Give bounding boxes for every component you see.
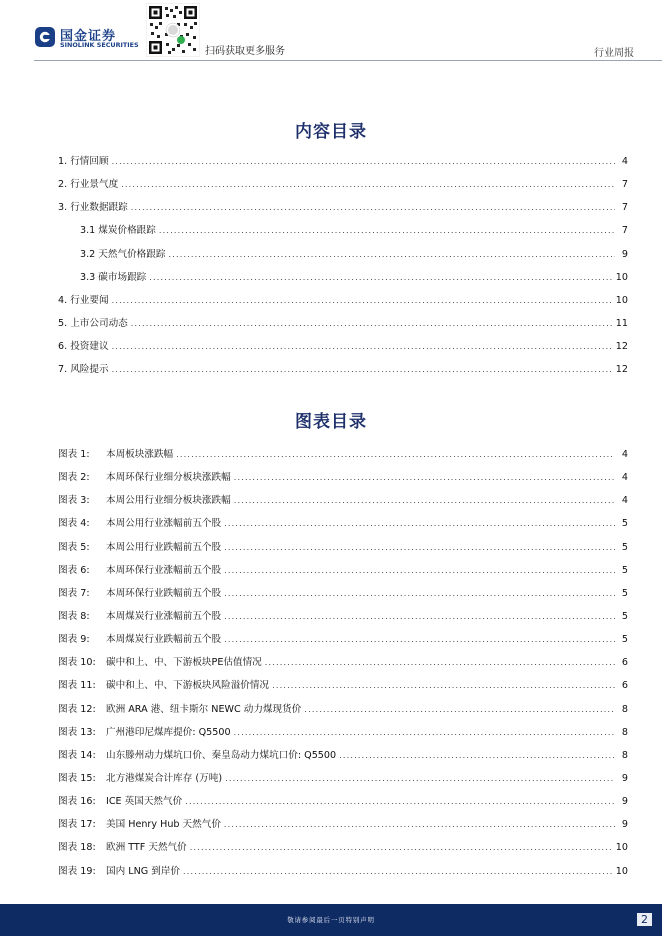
dot-leader — [224, 566, 615, 575]
figure-caption: 本周板块涨跌幅 — [106, 449, 174, 460]
figure-entry-label — [58, 492, 231, 506]
figure-number: 图表 10: — [58, 657, 96, 669]
toc-entry-page: 10 — [615, 294, 628, 306]
figure-entry[interactable] — [58, 747, 628, 770]
toc-entry-page: 7 — [621, 202, 628, 214]
toc-entry-page: 11 — [615, 317, 628, 329]
figure-entry-page: 6 — [621, 680, 628, 692]
figure-entry-label — [58, 469, 231, 483]
figure-entry-page: 9 — [621, 772, 628, 784]
figure-caption: 国内 LNG 到岸价 — [106, 865, 181, 877]
toc-subentry[interactable] — [58, 246, 628, 269]
company-logo — [34, 24, 144, 52]
figure-entry[interactable] — [58, 724, 628, 747]
figure-entry[interactable] — [58, 539, 628, 562]
figure-entry[interactable] — [58, 492, 628, 515]
figure-entry[interactable] — [58, 839, 628, 862]
figure-number: 图表 13: — [58, 726, 96, 738]
figure-caption: 本周环保行业跌幅前五个股 — [106, 587, 222, 599]
figure-entry-page: 5 — [621, 634, 628, 646]
figures-list — [58, 446, 628, 886]
sinolink-logo-icon — [34, 26, 56, 48]
figure-caption: 本周公用行业涨幅前五个股 — [106, 518, 222, 530]
page-number: 2 — [637, 913, 652, 926]
dot-leader — [224, 519, 615, 528]
figure-caption: 本周煤炭行业涨幅前五个股 — [106, 610, 222, 622]
dot-leader — [149, 273, 613, 282]
figure-entry-label — [58, 446, 173, 460]
figure-entry-label — [58, 515, 221, 529]
figure-entry[interactable] — [58, 816, 628, 839]
figure-number: 图表 8: — [58, 610, 90, 622]
dot-leader — [224, 612, 615, 621]
figure-entry[interactable] — [58, 608, 628, 631]
figure-caption: 欧洲 TTF 天然气价 — [106, 842, 187, 854]
dot-leader — [159, 226, 615, 235]
dot-leader — [121, 180, 615, 189]
figure-entry[interactable] — [58, 631, 628, 654]
toc-entry[interactable] — [58, 199, 628, 222]
figure-entry-page: 4 — [621, 449, 628, 460]
figure-entry-page: 5 — [621, 518, 628, 530]
dot-leader — [225, 774, 615, 783]
toc-subentry[interactable] — [58, 222, 628, 245]
figure-number: 图表 18: — [58, 842, 96, 854]
dot-leader — [176, 450, 615, 459]
figure-entry[interactable] — [58, 863, 628, 886]
figure-number: 图表 11: — [58, 680, 96, 692]
figure-entry-label — [58, 677, 269, 691]
dot-leader — [112, 296, 613, 305]
figure-entry-page: 8 — [621, 749, 628, 761]
figure-entry-page: 10 — [615, 842, 628, 854]
figure-number: 图表 2: — [58, 472, 90, 484]
dot-leader — [224, 543, 615, 552]
figure-entry[interactable] — [58, 770, 628, 793]
figure-caption: 本周公用行业细分板块涨跌幅 — [106, 495, 231, 507]
dot-leader — [234, 728, 615, 737]
figure-number: 图表 7: — [58, 587, 90, 599]
qr-code-icon[interactable] — [146, 3, 200, 57]
figure-entry-page: 6 — [621, 657, 628, 669]
figure-entry[interactable] — [58, 585, 628, 608]
figure-entry[interactable] — [58, 469, 628, 492]
figure-entry-label — [58, 793, 182, 807]
dot-leader — [234, 496, 615, 505]
figure-caption: 碳中和上、中、下游板块PE估值情况 — [106, 657, 262, 669]
figure-entry-label — [58, 585, 221, 599]
figure-entry[interactable] — [58, 701, 628, 724]
figure-entry-page: 5 — [621, 541, 628, 553]
toc-entry[interactable] — [58, 176, 628, 199]
figure-number: 图表 9: — [58, 634, 90, 646]
toc-entry-label: 3.3 碳市场跟踪 — [80, 271, 147, 283]
figure-entry-label — [58, 724, 231, 738]
figure-entry-page: 8 — [621, 703, 628, 715]
toc-entry[interactable] — [58, 153, 628, 176]
toc-subentry[interactable] — [58, 269, 628, 292]
figure-caption: 碳中和上、中、下游板块风险溢价情况 — [106, 680, 270, 692]
toc-entry-page: 7 — [621, 179, 628, 191]
figure-number: 图表 15: — [58, 772, 96, 784]
dot-leader — [131, 319, 613, 328]
figures-title: 图表目录 — [295, 412, 367, 432]
dot-leader — [272, 681, 615, 690]
toc-entry-page: 12 — [615, 341, 628, 353]
document-type-label: 行业周报 — [594, 48, 634, 59]
figure-entry[interactable] — [58, 793, 628, 816]
header-divider — [34, 60, 662, 61]
toc-entry[interactable] — [58, 338, 628, 361]
figure-entry-label — [58, 539, 221, 553]
figure-number: 图表 19: — [58, 865, 96, 877]
figure-entry-page: 4 — [621, 495, 628, 507]
footer-disclaimer: 敬请参阅最后一页特别声明 — [287, 916, 375, 924]
dot-leader — [339, 751, 615, 760]
figure-caption: 本周煤炭行业跌幅前五个股 — [106, 634, 222, 646]
figure-caption: 本周公用行业跌幅前五个股 — [106, 541, 222, 553]
toc-entry-label: 3.1 煤炭价格跟踪 — [80, 225, 156, 237]
contents-list — [58, 153, 628, 384]
dot-leader — [224, 635, 615, 644]
toc-entry[interactable] — [58, 292, 628, 315]
toc-entry-label: 2. 行业景气度 — [58, 179, 119, 191]
page-footer — [0, 904, 662, 936]
dot-leader — [168, 250, 615, 259]
figure-entry-label — [58, 816, 221, 830]
toc-entry-label: 7. 风险提示 — [58, 364, 109, 376]
toc-entry-label: 3. 行业数据跟踪 — [58, 202, 128, 214]
figure-entry-page: 9 — [621, 796, 628, 808]
figure-entry-label — [58, 654, 262, 668]
qr-scan-caption: 扫码获取更多服务 — [205, 46, 285, 57]
dot-leader — [304, 705, 615, 714]
dot-leader — [112, 365, 613, 374]
figure-entry-page: 8 — [621, 726, 628, 738]
toc-entry-label: 6. 投资建议 — [58, 341, 109, 353]
toc-entry-page: 12 — [615, 364, 628, 376]
figure-caption: 广州港印尼煤库提价: Q5500 — [106, 726, 231, 738]
figure-entry-label — [58, 562, 221, 576]
figure-entry-label — [58, 747, 336, 761]
figure-entry-page: 4 — [621, 472, 628, 484]
figure-caption: 山东滕州动力煤坑口价、秦皇岛动力煤坑口价: Q5500 — [106, 749, 337, 761]
figure-entry-label — [58, 631, 221, 645]
toc-entry-page: 7 — [621, 225, 628, 237]
figure-number: 图表 1: — [58, 449, 90, 460]
page-header — [0, 0, 662, 64]
dot-leader — [183, 867, 613, 876]
figure-caption: 北方港煤炭合计库存 (万吨) — [106, 772, 223, 784]
figure-number: 图表 5: — [58, 541, 90, 553]
figure-number: 图表 17: — [58, 819, 96, 831]
dot-leader — [185, 797, 615, 806]
figure-entry[interactable] — [58, 654, 628, 677]
dot-leader — [131, 203, 615, 212]
figure-entry-label — [58, 770, 222, 784]
figure-caption: 美国 Henry Hub 天然气价 — [106, 819, 221, 831]
figure-entry-label — [58, 839, 187, 853]
figure-number: 图表 12: — [58, 703, 96, 715]
dot-leader — [234, 473, 615, 482]
dot-leader — [224, 589, 615, 598]
contents-title: 内容目录 — [295, 122, 367, 142]
figure-caption: ICE 英国天然气价 — [106, 796, 183, 808]
figure-caption: 本周环保行业涨幅前五个股 — [106, 564, 222, 576]
figure-number: 图表 4: — [58, 518, 90, 530]
figure-entry[interactable] — [58, 562, 628, 585]
figure-entry[interactable] — [58, 446, 628, 469]
toc-entry[interactable] — [58, 361, 628, 384]
dot-leader — [112, 342, 613, 351]
toc-entry-label: 5. 上市公司动态 — [58, 317, 128, 329]
dot-leader — [190, 843, 613, 852]
figure-entry-label — [58, 863, 180, 877]
figure-entry-page: 9 — [621, 819, 628, 831]
figure-caption: 欧洲 ARA 港、纽卡斯尔 NEWC 动力煤现货价 — [106, 703, 302, 715]
logo-english-name: SINOLINK SECURITIES — [60, 41, 139, 49]
figure-number: 图表 3: — [58, 495, 90, 507]
dot-leader — [265, 658, 615, 667]
toc-entry-page: 4 — [621, 156, 628, 167]
figure-entry-page: 10 — [615, 865, 628, 877]
figure-caption: 本周环保行业细分板块涨跌幅 — [106, 472, 231, 484]
toc-entry-page: 9 — [621, 248, 628, 260]
figure-entry-label — [58, 701, 301, 715]
figure-number: 图表 16: — [58, 796, 96, 808]
dot-leader — [224, 820, 615, 829]
figure-entry[interactable] — [58, 515, 628, 538]
figure-number: 图表 6: — [58, 564, 90, 576]
figure-entry-page: 5 — [621, 564, 628, 576]
figure-entry-page: 5 — [621, 587, 628, 599]
toc-entry-label: 3.2 天然气价格跟踪 — [80, 248, 166, 260]
toc-entry-label: 4. 行业要闻 — [58, 294, 109, 306]
dot-leader — [112, 157, 615, 166]
figure-entry[interactable] — [58, 677, 628, 700]
figure-entry-page: 5 — [621, 610, 628, 622]
toc-entry[interactable] — [58, 315, 628, 338]
figure-number: 图表 14: — [58, 749, 96, 761]
toc-entry-page: 10 — [615, 271, 628, 283]
logo-chinese-name: 国金证券 — [60, 29, 117, 44]
toc-entry-label: 1. 行情回顾 — [58, 156, 109, 167]
figure-entry-label — [58, 608, 221, 622]
